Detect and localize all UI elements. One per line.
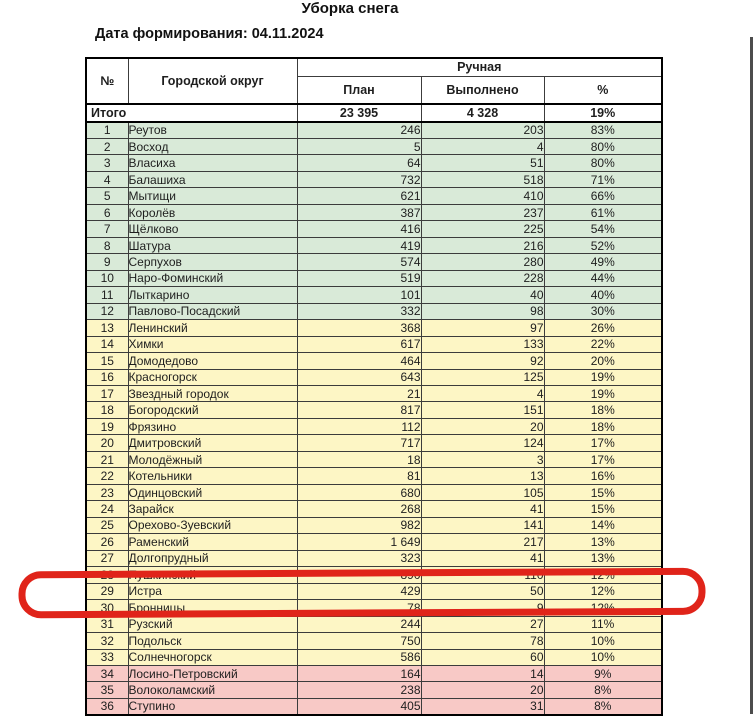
district-name-cell: Бронницы <box>128 600 297 616</box>
done-value-cell: 78 <box>421 633 544 649</box>
pct-value-cell: 17% <box>544 451 662 467</box>
total-row <box>86 104 662 122</box>
pct-value-cell: 80% <box>544 138 662 154</box>
done-value-cell: 9 <box>421 600 544 616</box>
plan-value-cell: 717 <box>297 435 421 451</box>
district-name-cell: Богородский <box>128 402 297 418</box>
done-value-cell: 217 <box>421 534 544 550</box>
plan-value-cell: 621 <box>297 188 421 204</box>
done-value-cell: 97 <box>421 320 544 336</box>
plan-value-cell: 643 <box>297 369 421 385</box>
district-name-cell: Зарайск <box>128 501 297 517</box>
plan-value-cell: 464 <box>297 353 421 369</box>
table-row <box>86 254 662 270</box>
table-row <box>86 171 662 187</box>
done-value-cell: 50 <box>421 583 544 599</box>
done-value-cell: 133 <box>421 336 544 352</box>
date-label: Дата формирования: 04.11.2024 <box>95 26 324 42</box>
pct-value-cell: 16% <box>544 468 662 484</box>
district-name-cell: Звездный городок <box>128 386 297 402</box>
pct-value-cell: 40% <box>544 287 662 303</box>
row-number-cell: 27 <box>86 550 128 566</box>
total-pct-value: 19% <box>544 104 662 122</box>
pct-value-cell: 26% <box>544 320 662 336</box>
table-row <box>86 287 662 303</box>
row-number-cell: 1 <box>86 122 128 138</box>
row-number-cell: 23 <box>86 484 128 500</box>
col-header-pct: % <box>544 76 662 104</box>
plan-value-cell: 890 <box>297 567 421 583</box>
done-value-cell: 124 <box>421 435 544 451</box>
table-row <box>86 616 662 632</box>
pct-value-cell: 19% <box>544 369 662 385</box>
district-name-cell: Котельники <box>128 468 297 484</box>
district-name-cell: Восход <box>128 138 297 154</box>
row-number-cell: 2 <box>86 138 128 154</box>
pct-value-cell: 8% <box>544 682 662 698</box>
pct-value-cell: 15% <box>544 484 662 500</box>
plan-value-cell: 238 <box>297 682 421 698</box>
page-title: Уборка снега <box>301 0 399 17</box>
done-value-cell: 41 <box>421 550 544 566</box>
plan-value-cell: 164 <box>297 665 421 681</box>
pct-value-cell: 66% <box>544 188 662 204</box>
done-value-cell: 4 <box>421 386 544 402</box>
table-row <box>86 649 662 665</box>
plan-value-cell: 680 <box>297 484 421 500</box>
done-value-cell: 3 <box>421 451 544 467</box>
district-name-cell: Шатура <box>128 237 297 253</box>
pct-value-cell: 52% <box>544 237 662 253</box>
table-row <box>86 138 662 154</box>
pct-value-cell: 12% <box>544 583 662 599</box>
plan-value-cell: 1 649 <box>297 534 421 550</box>
col-header-plan: План <box>297 76 421 104</box>
row-number-cell: 18 <box>86 402 128 418</box>
done-value-cell: 237 <box>421 204 544 220</box>
done-value-cell: 92 <box>421 353 544 369</box>
row-number-cell: 3 <box>86 155 128 171</box>
pct-value-cell: 18% <box>544 402 662 418</box>
table-row <box>86 237 662 253</box>
row-number-cell: 28 <box>86 567 128 583</box>
district-name-cell: Долгопрудный <box>128 550 297 566</box>
district-name-cell: Рузский <box>128 616 297 632</box>
row-number-cell: 35 <box>86 682 128 698</box>
row-number-cell: 5 <box>86 188 128 204</box>
table-row <box>86 517 662 533</box>
done-value-cell: 518 <box>421 171 544 187</box>
done-value-cell: 41 <box>421 501 544 517</box>
row-number-cell: 19 <box>86 418 128 434</box>
row-number-cell: 7 <box>86 221 128 237</box>
row-number-cell: 32 <box>86 633 128 649</box>
table-row <box>86 451 662 467</box>
pct-value-cell: 19% <box>544 386 662 402</box>
district-name-cell: Волоколамский <box>128 682 297 698</box>
row-number-cell: 15 <box>86 353 128 369</box>
plan-value-cell: 21 <box>297 386 421 402</box>
district-name-cell: Наро-Фоминский <box>128 270 297 286</box>
district-name-cell: Лыткарино <box>128 287 297 303</box>
row-number-cell: 10 <box>86 270 128 286</box>
row-number-cell: 11 <box>86 287 128 303</box>
col-header-done: Выполнено <box>421 76 544 104</box>
plan-value-cell: 244 <box>297 616 421 632</box>
row-number-cell: 6 <box>86 204 128 220</box>
plan-value-cell: 586 <box>297 649 421 665</box>
district-name-cell: Раменский <box>128 534 297 550</box>
row-number-cell: 21 <box>86 451 128 467</box>
table-row <box>86 122 662 138</box>
district-name-cell: Молодёжный <box>128 451 297 467</box>
district-name-cell: Химки <box>128 336 297 352</box>
district-name-cell: Орехово-Зуевский <box>128 517 297 533</box>
plan-value-cell: 268 <box>297 501 421 517</box>
table-row <box>86 501 662 517</box>
table-row <box>86 353 662 369</box>
row-number-cell: 29 <box>86 583 128 599</box>
row-number-cell: 33 <box>86 649 128 665</box>
pct-value-cell: 49% <box>544 254 662 270</box>
table-body <box>86 122 662 715</box>
done-value-cell: 31 <box>421 698 544 714</box>
row-number-cell: 22 <box>86 468 128 484</box>
plan-value-cell: 368 <box>297 320 421 336</box>
plan-value-cell: 617 <box>297 336 421 352</box>
plan-value-cell: 332 <box>297 303 421 319</box>
pct-value-cell: 9% <box>544 665 662 681</box>
table-row <box>86 320 662 336</box>
district-name-cell: Дмитровский <box>128 435 297 451</box>
pct-value-cell: 12% <box>544 567 662 583</box>
plan-value-cell: 519 <box>297 270 421 286</box>
plan-value-cell: 982 <box>297 517 421 533</box>
pct-value-cell: 20% <box>544 353 662 369</box>
district-name-cell: Домодедово <box>128 353 297 369</box>
table-row <box>86 583 662 599</box>
done-value-cell: 13 <box>421 468 544 484</box>
table-row <box>86 221 662 237</box>
plan-value-cell: 817 <box>297 402 421 418</box>
table-row <box>86 188 662 204</box>
total-done-value: 4 328 <box>421 104 544 122</box>
done-value-cell: 141 <box>421 517 544 533</box>
plan-value-cell: 81 <box>297 468 421 484</box>
pct-value-cell: 10% <box>544 649 662 665</box>
row-number-cell: 12 <box>86 303 128 319</box>
row-number-cell: 20 <box>86 435 128 451</box>
done-value-cell: 216 <box>421 237 544 253</box>
plan-value-cell: 112 <box>297 418 421 434</box>
done-value-cell: 110 <box>421 567 544 583</box>
row-number-cell: 24 <box>86 501 128 517</box>
table-row <box>86 567 662 583</box>
table-row <box>86 468 662 484</box>
plan-value-cell: 101 <box>297 287 421 303</box>
pct-value-cell: 15% <box>544 501 662 517</box>
table-row <box>86 155 662 171</box>
plan-value-cell: 429 <box>297 583 421 599</box>
plan-value-cell: 416 <box>297 221 421 237</box>
plan-value-cell: 78 <box>297 600 421 616</box>
pct-value-cell: 13% <box>544 550 662 566</box>
pct-value-cell: 17% <box>544 435 662 451</box>
district-name-cell: Реутов <box>128 122 297 138</box>
col-header-district: Городской округ <box>128 58 297 104</box>
row-number-cell: 14 <box>86 336 128 352</box>
pct-value-cell: 54% <box>544 221 662 237</box>
row-number-cell: 30 <box>86 600 128 616</box>
district-name-cell: Пушкинский <box>128 567 297 583</box>
table-row <box>86 534 662 550</box>
pct-value-cell: 22% <box>544 336 662 352</box>
table-row <box>86 633 662 649</box>
row-number-cell: 36 <box>86 698 128 714</box>
table-row <box>86 270 662 286</box>
district-name-cell: Щёлково <box>128 221 297 237</box>
table-row <box>86 698 662 714</box>
plan-value-cell: 18 <box>297 451 421 467</box>
plan-value-cell: 750 <box>297 633 421 649</box>
header-row-group <box>86 58 662 76</box>
plan-value-cell: 64 <box>297 155 421 171</box>
row-number-cell: 9 <box>86 254 128 270</box>
table-row <box>86 204 662 220</box>
pct-value-cell: 14% <box>544 517 662 533</box>
district-name-cell: Красногорск <box>128 369 297 385</box>
done-value-cell: 203 <box>421 122 544 138</box>
done-value-cell: 60 <box>421 649 544 665</box>
table-row <box>86 550 662 566</box>
col-header-num: № <box>86 58 128 104</box>
table-row <box>86 682 662 698</box>
district-name-cell: Балашиха <box>128 171 297 187</box>
done-value-cell: 125 <box>421 369 544 385</box>
done-value-cell: 40 <box>421 287 544 303</box>
district-name-cell: Павлово-Посадский <box>128 303 297 319</box>
pct-value-cell: 11% <box>544 616 662 632</box>
district-name-cell: Лосино-Петровский <box>128 665 297 681</box>
table-row <box>86 402 662 418</box>
district-name-cell: Подольск <box>128 633 297 649</box>
pct-value-cell: 80% <box>544 155 662 171</box>
pct-value-cell: 18% <box>544 418 662 434</box>
plan-value-cell: 246 <box>297 122 421 138</box>
row-number-cell: 25 <box>86 517 128 533</box>
table-row <box>86 484 662 500</box>
plan-value-cell: 574 <box>297 254 421 270</box>
plan-value-cell: 419 <box>297 237 421 253</box>
table-row <box>86 435 662 451</box>
col-header-group-manual: Ручная <box>297 58 662 76</box>
done-value-cell: 280 <box>421 254 544 270</box>
row-number-cell: 16 <box>86 369 128 385</box>
done-value-cell: 228 <box>421 270 544 286</box>
done-value-cell: 105 <box>421 484 544 500</box>
table-row <box>86 303 662 319</box>
done-value-cell: 98 <box>421 303 544 319</box>
snow-removal-table <box>85 57 663 716</box>
table-row <box>86 369 662 385</box>
plan-value-cell: 387 <box>297 204 421 220</box>
done-value-cell: 151 <box>421 402 544 418</box>
done-value-cell: 14 <box>421 665 544 681</box>
district-name-cell: Мытищи <box>128 188 297 204</box>
done-value-cell: 51 <box>421 155 544 171</box>
total-plan-value: 23 395 <box>297 104 421 122</box>
district-name-cell: Ленинский <box>128 320 297 336</box>
table-row <box>86 600 662 616</box>
plan-value-cell: 323 <box>297 550 421 566</box>
table-row <box>86 386 662 402</box>
done-value-cell: 27 <box>421 616 544 632</box>
row-number-cell: 17 <box>86 386 128 402</box>
row-number-cell: 31 <box>86 616 128 632</box>
district-name-cell: Серпухов <box>128 254 297 270</box>
done-value-cell: 4 <box>421 138 544 154</box>
pct-value-cell: 30% <box>544 303 662 319</box>
pct-value-cell: 8% <box>544 698 662 714</box>
pct-value-cell: 13% <box>544 534 662 550</box>
done-value-cell: 225 <box>421 221 544 237</box>
plan-value-cell: 732 <box>297 171 421 187</box>
table-row <box>86 665 662 681</box>
pct-value-cell: 71% <box>544 171 662 187</box>
pct-value-cell: 61% <box>544 204 662 220</box>
pct-value-cell: 10% <box>544 633 662 649</box>
pct-value-cell: 83% <box>544 122 662 138</box>
district-name-cell: Солнечногорск <box>128 649 297 665</box>
district-name-cell: Ступино <box>128 698 297 714</box>
row-number-cell: 34 <box>86 665 128 681</box>
done-value-cell: 20 <box>421 682 544 698</box>
district-name-cell: Фрязино <box>128 418 297 434</box>
district-name-cell: Королёв <box>128 204 297 220</box>
table-row <box>86 336 662 352</box>
row-number-cell: 26 <box>86 534 128 550</box>
district-name-cell: Власиха <box>128 155 297 171</box>
row-number-cell: 8 <box>86 237 128 253</box>
pct-value-cell: 44% <box>544 270 662 286</box>
total-label: Итого <box>86 104 297 122</box>
row-number-cell: 4 <box>86 171 128 187</box>
table-row <box>86 418 662 434</box>
plan-value-cell: 5 <box>297 138 421 154</box>
done-value-cell: 20 <box>421 418 544 434</box>
plan-value-cell: 405 <box>297 698 421 714</box>
done-value-cell: 410 <box>421 188 544 204</box>
pct-value-cell: 12% <box>544 600 662 616</box>
row-number-cell: 13 <box>86 320 128 336</box>
district-name-cell: Одинцовский <box>128 484 297 500</box>
district-name-cell: Истра <box>128 583 297 599</box>
